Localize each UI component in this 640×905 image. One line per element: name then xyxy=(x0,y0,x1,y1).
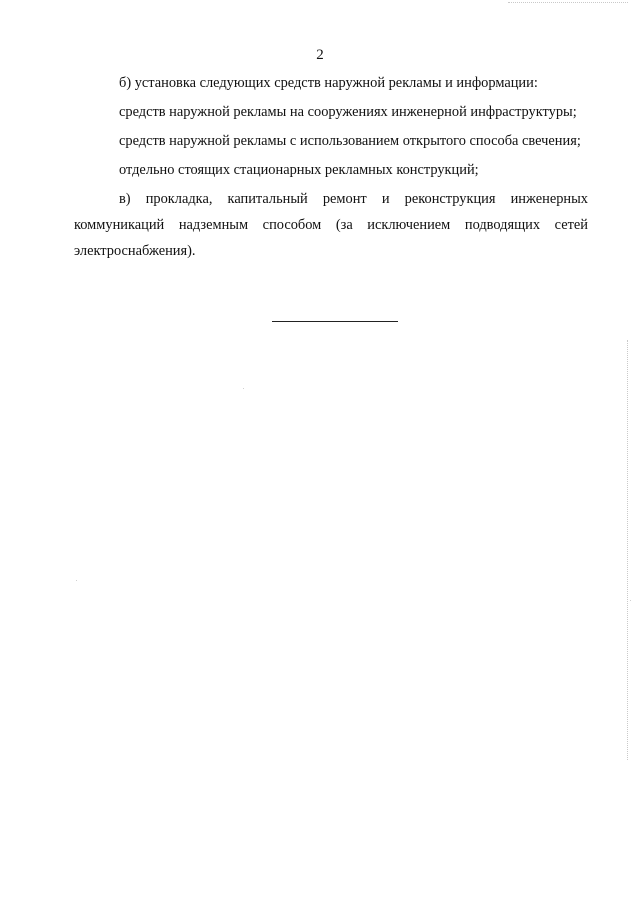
scan-artifact-edge xyxy=(627,340,628,760)
paragraph-item-v: в) прокладка, капитальный ремонт и реконструкция инженерных коммуникаций надземным способом (за исключением подводящих сетей электроснабжения). xyxy=(74,191,588,259)
page-number: 2 xyxy=(316,47,324,63)
paragraph-item-b: б) установка следующих средств наружной рекламы и информации: xyxy=(119,75,538,91)
document-body xyxy=(74,70,588,267)
scan-speck xyxy=(243,388,244,389)
scan-speck xyxy=(76,580,77,581)
scan-speck xyxy=(630,600,631,601)
paragraph-open-lighting: средств наружной рекламы с использованием открытого способа свечения; xyxy=(119,133,581,149)
paragraph-freestanding-structures: отдельно стоящих стационарных рекламных конструкций; xyxy=(119,162,479,178)
scan-artifact-top xyxy=(508,2,628,3)
end-divider-line xyxy=(272,321,398,322)
paragraph-engineering-infrastructure: средств наружной рекламы на сооружениях инженерной инфраструктуры; xyxy=(119,104,577,120)
